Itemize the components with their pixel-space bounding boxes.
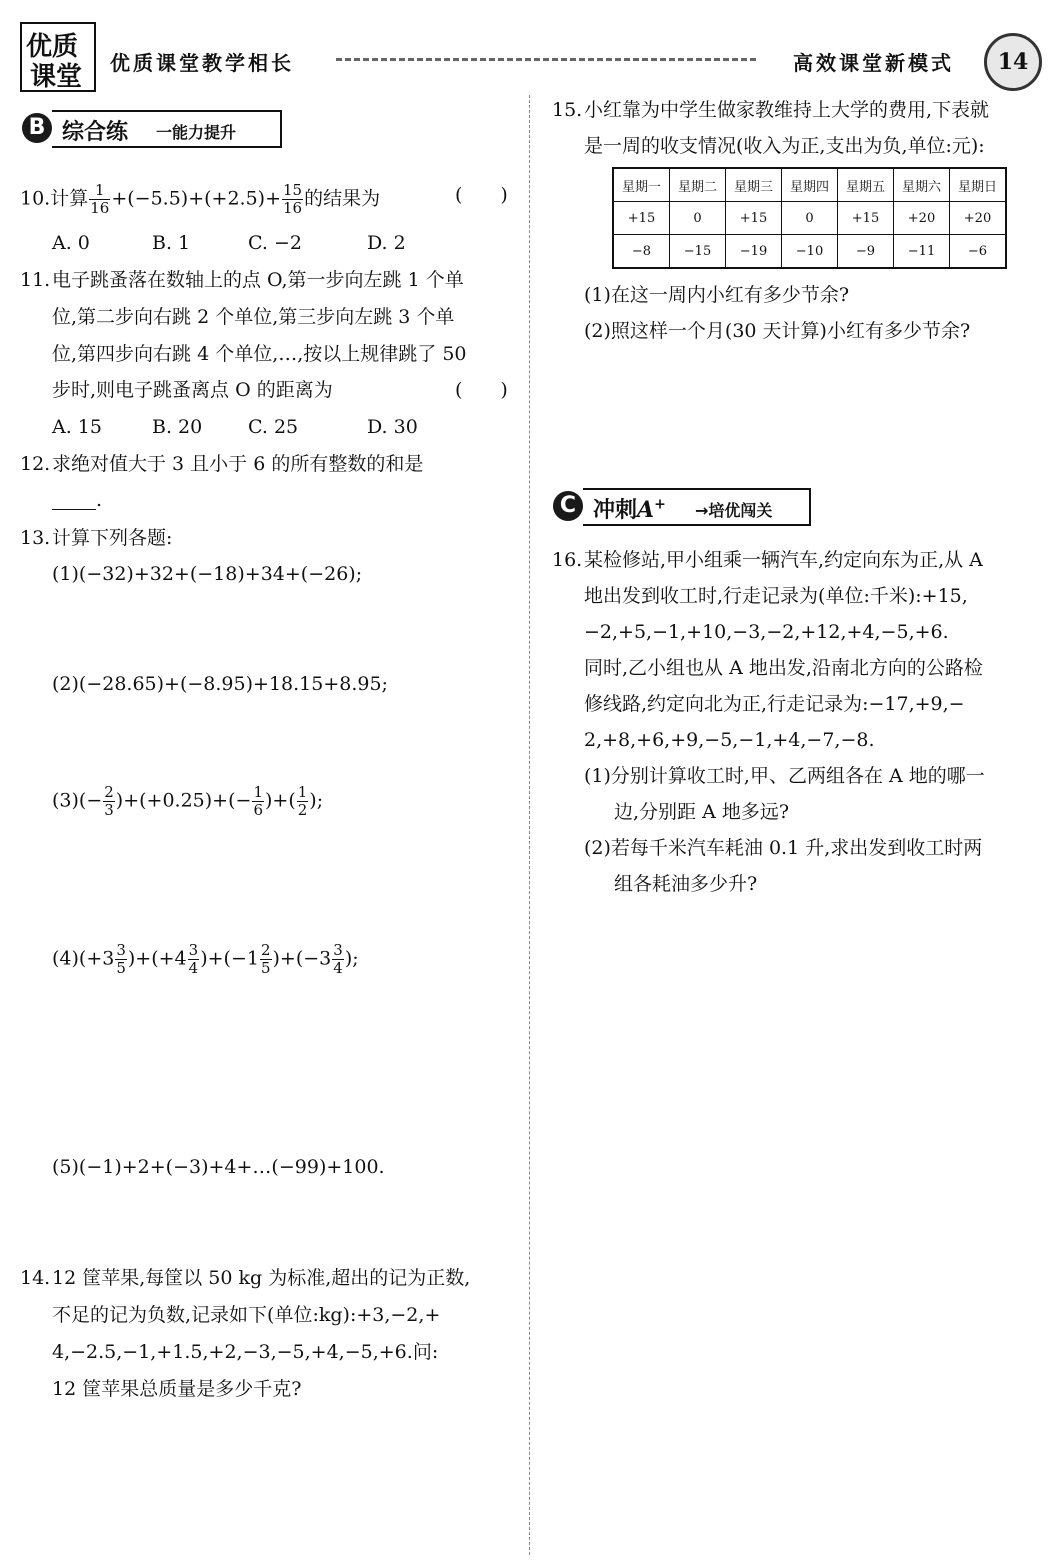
frac-den: 4 [333, 959, 343, 977]
section-b-header [52, 110, 282, 148]
q14-line-2: 不足的记为负数,记录如下(单位:kg):+3,−2,+ [52, 1304, 441, 1326]
table-cell: −8 [613, 235, 670, 269]
q14-number: 14. [20, 1267, 51, 1289]
fraction [332, 942, 344, 977]
expr-segment: ); [344, 947, 359, 970]
q11-option-c: C. 25 [248, 416, 299, 438]
table-cell: 星期三 [726, 168, 782, 202]
section-c-title-a: A [637, 497, 655, 523]
frac-num: 3 [116, 941, 126, 959]
q12-blank-line [52, 490, 102, 510]
q10-option-a: A. 0 [52, 232, 90, 254]
frac-den: 5 [260, 959, 271, 977]
q10-mid: +(−5.5)+(+2.5)+ [111, 187, 282, 210]
table-cell: +15 [726, 202, 782, 235]
frac-den: 3 [104, 801, 114, 819]
table-cell: −6 [950, 235, 1007, 269]
frac-num: 2 [104, 783, 114, 801]
q11-option-d: D. 30 [367, 416, 418, 438]
table-cell: 0 [670, 202, 726, 235]
page-number [984, 33, 1042, 91]
expr-segment: )+(+4 [127, 947, 187, 970]
header-divider [336, 58, 756, 61]
q10 [20, 182, 380, 217]
q16-sub-1a: (1)分别计算收工时,甲、乙两组各在 A 地的哪一 [584, 765, 985, 787]
q11-option-b: B. 20 [152, 416, 203, 438]
frac-den: 16 [283, 199, 303, 217]
table-row-header [613, 168, 1006, 202]
q16-line-1: 某检修站,甲小组乘一辆汽车,约定向东为正,从 A [584, 549, 983, 571]
q11-line-2: 位,第二步向右跳 2 个单位,第三步向左跳 3 个单 [52, 306, 455, 328]
income-expense-table [612, 167, 1007, 269]
section-b-title: 综合练 [62, 120, 129, 145]
table-cell: +15 [613, 202, 670, 235]
column-divider [529, 95, 530, 1555]
fraction [188, 942, 200, 977]
table-cell: −9 [838, 235, 894, 269]
q16-line-5: 修线路,约定向北为正,行走记录为:−17,+9,− [584, 693, 965, 715]
section-c-badge: C [553, 491, 583, 521]
q14-line-1: 12 筐苹果,每筐以 50 kg 为标准,超出的记为正数, [52, 1267, 471, 1289]
q13-part-3 [52, 784, 323, 819]
q10-option-b: B. 1 [152, 232, 191, 254]
q13-number: 13. [20, 527, 51, 549]
q15-sub-1: (1)在这一周内小红有多少节余? [584, 284, 850, 306]
logo [20, 22, 96, 92]
table-cell: 星期四 [782, 168, 838, 202]
q11-line-3: 位,第四步向右跳 4 个单位,…,按以上规律跳了 50 [52, 343, 467, 365]
frac-num: 2 [260, 941, 271, 959]
q12-line-1: 求绝对值大于 3 且小于 6 的所有整数的和是 [52, 453, 424, 475]
q16-sub-2a: (2)若每千米汽车耗油 0.1 升,求出发到收工时两 [584, 837, 983, 859]
logo-line2: 课堂 [30, 62, 83, 92]
q11-number: 11. [20, 269, 51, 291]
q13-part-1: (1)(−32)+32+(−18)+34+(−26); [52, 563, 363, 585]
q13-part-2: (2)(−28.65)+(−8.95)+18.15+8.95; [52, 673, 388, 695]
section-b-badge: B [22, 113, 52, 143]
table-cell: +20 [894, 202, 950, 235]
q10-number: 10. [20, 187, 51, 210]
q13-part-4 [52, 942, 359, 977]
table-row-income [613, 202, 1006, 235]
expr-segment: )+( [264, 789, 296, 812]
q16-line-2: 地出发到收工时,行走记录为(单位:千米):+15, [584, 585, 968, 607]
fraction [297, 784, 309, 819]
q10-option-d: D. 2 [367, 232, 406, 254]
q10-post: 的结果为 [304, 187, 381, 210]
q14-line-4: 12 筐苹果总质量是多少千克? [52, 1378, 302, 1400]
frac-den: 6 [253, 801, 263, 819]
table-cell: 星期日 [950, 168, 1007, 202]
table-cell: 星期六 [894, 168, 950, 202]
expr-segment: )+(−3 [272, 947, 332, 970]
frac-den: 16 [90, 199, 110, 217]
q16-line-3: −2,+5,−1,+10,−3,−2,+12,+4,−5,+6. [584, 621, 949, 643]
q14-line-3: 4,−2.5,−1,+1.5,+2,−3,−5,+4,−5,+6.问: [52, 1341, 439, 1363]
frac-den: 2 [297, 801, 308, 819]
fraction [260, 942, 272, 977]
answer-blank [52, 491, 96, 510]
section-b-subtitle: 一能力提升 [156, 123, 237, 142]
section-c-header [583, 488, 811, 526]
frac-den: 5 [116, 959, 126, 977]
page-number-text: 14 [997, 49, 1029, 75]
q16-sub-2b: 组各耗油多少升? [614, 873, 758, 895]
frac-num: 3 [188, 941, 199, 959]
q13-part-5: (5)(−1)+2+(−3)+4+…(−99)+100. [52, 1156, 385, 1178]
q11-line-4: 步时,则电子跳蚤离点 O 的距离为 [52, 379, 333, 401]
expr-segment: )+(+0.25)+(− [115, 789, 252, 812]
expr-segment: (3)(− [52, 789, 103, 812]
table-cell: 星期一 [613, 168, 670, 202]
q16-sub-1b: 边,分别距 A 地多远? [614, 801, 790, 823]
q11-line-1: 电子跳蚤落在数轴上的点 O,第一步向左跳 1 个单 [52, 269, 464, 291]
table-cell: 星期五 [838, 168, 894, 202]
logo-line1: 优质 [26, 32, 79, 62]
q15-number: 15. [552, 99, 583, 121]
frac-num: 1 [253, 783, 263, 801]
q15-line-1: 小红靠为中学生做家教维持上大学的费用,下表就 [584, 99, 990, 121]
table-cell: −10 [782, 235, 838, 269]
q16-line-6: 2,+8,+6,+9,−5,−1,+4,−7,−8. [584, 729, 875, 751]
table-cell: +20 [950, 202, 1007, 235]
q15-line-2: 是一周的收支情况(收入为正,支出为负,单位:元): [584, 135, 985, 157]
q16-line-4: 同时,乙小组也从 A 地出发,沿南北方向的公路检 [584, 657, 983, 679]
table-cell: 0 [782, 202, 838, 235]
frac-num: 1 [297, 783, 308, 801]
table-row-expense [613, 235, 1006, 269]
q11-answer-paren: ( ) [455, 379, 508, 401]
q13-intro: 计算下列各题: [52, 527, 173, 549]
section-c-title [593, 493, 666, 524]
fraction [103, 784, 115, 819]
header-right-text: 高效课堂新模式 [793, 51, 954, 75]
q10-fraction-2 [282, 182, 303, 217]
section-c-title-sup: + [654, 496, 666, 513]
q11-option-a: A. 15 [52, 416, 102, 438]
q10-fraction-1 [89, 182, 110, 217]
section-c-subtitle: →培优闯关 [695, 501, 773, 520]
table-cell: +15 [838, 202, 894, 235]
table-cell: −11 [894, 235, 950, 269]
q15-sub-2: (2)照这样一个月(30 天计算)小红有多少节余? [584, 320, 971, 342]
table-cell: −15 [670, 235, 726, 269]
q12-number: 12. [20, 453, 51, 475]
fraction [115, 942, 127, 977]
expr-segment: )+(−1 [200, 947, 259, 970]
q12-end: . [96, 489, 103, 511]
expr-segment: ); [309, 789, 324, 812]
table-cell: 星期二 [670, 168, 726, 202]
frac-num: 1 [89, 182, 110, 200]
table-cell: −19 [726, 235, 782, 269]
fraction [252, 784, 264, 819]
frac-den: 4 [188, 959, 199, 977]
q10-answer-paren: ( ) [455, 184, 508, 206]
frac-num: 3 [333, 941, 343, 959]
expr-segment: (4)(+3 [52, 947, 115, 970]
section-c-title-text: 冲刺 [593, 498, 638, 523]
frac-num: 15 [283, 181, 303, 199]
q10-option-c: C. −2 [248, 232, 302, 254]
header-left-text: 优质课堂教学相长 [110, 51, 294, 75]
q16-number: 16. [552, 549, 583, 571]
q10-pre: 计算 [50, 187, 89, 210]
